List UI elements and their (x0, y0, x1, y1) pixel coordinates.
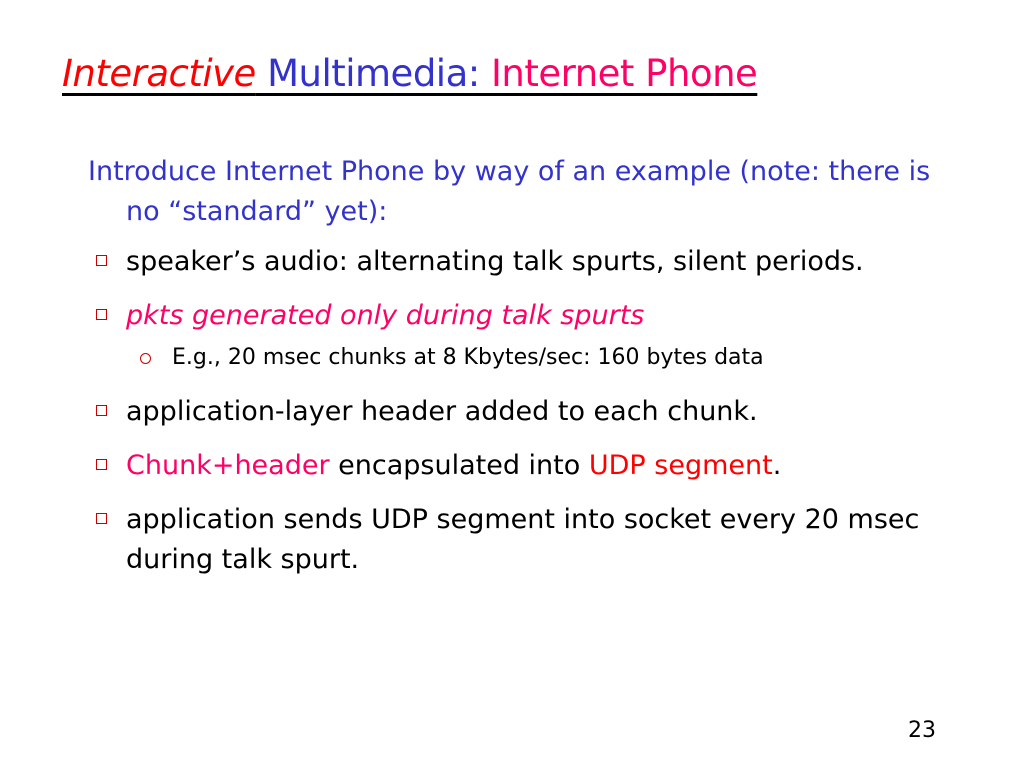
slide-body (88, 152, 948, 594)
title-multimedia: Multimedia: (255, 52, 491, 95)
page-number: 23 (908, 718, 936, 743)
title-internet-phone: Internet Phone (491, 52, 758, 95)
title-interactive: Interactive (62, 52, 256, 95)
sub-bullet-text: E.g., 20 msec chunks at 8 Kbytes/sec: 160 bytes data (172, 345, 764, 370)
bullet-text: pkts generated only during talk spurts (126, 300, 645, 331)
udp-segment-text: UDP segment (588, 450, 773, 481)
square-bullet-icon (96, 405, 107, 416)
square-bullet-icon (96, 309, 107, 320)
bullet-application-sends (88, 500, 948, 580)
circle-bullet-icon (140, 353, 151, 364)
bullet-application-header (88, 392, 948, 432)
period-text: . (772, 450, 782, 481)
square-bullet-icon (96, 513, 107, 524)
bullet-pkts-generated (88, 296, 948, 336)
sub-bullet-example (88, 342, 948, 374)
chunk-header-text: Chunk+header (126, 450, 330, 481)
bullet-text: application sends UDP segment into socket every 20 msec during talk spurt. (126, 504, 920, 575)
slide-title (62, 52, 757, 95)
bullet-text: application-layer header added to each chunk. (126, 396, 758, 427)
square-bullet-icon (96, 459, 107, 470)
bullet-chunk-header (88, 446, 948, 486)
bullet-speaker-audio (88, 242, 948, 282)
intro-text: Introduce Internet Phone by way of an example (note: there is no “standard” yet): (88, 156, 931, 227)
square-bullet-icon (96, 255, 107, 266)
encapsulated-text: encapsulated into (329, 450, 589, 481)
bullet-text: speaker’s audio: alternating talk spurts, silent periods. (126, 246, 864, 277)
